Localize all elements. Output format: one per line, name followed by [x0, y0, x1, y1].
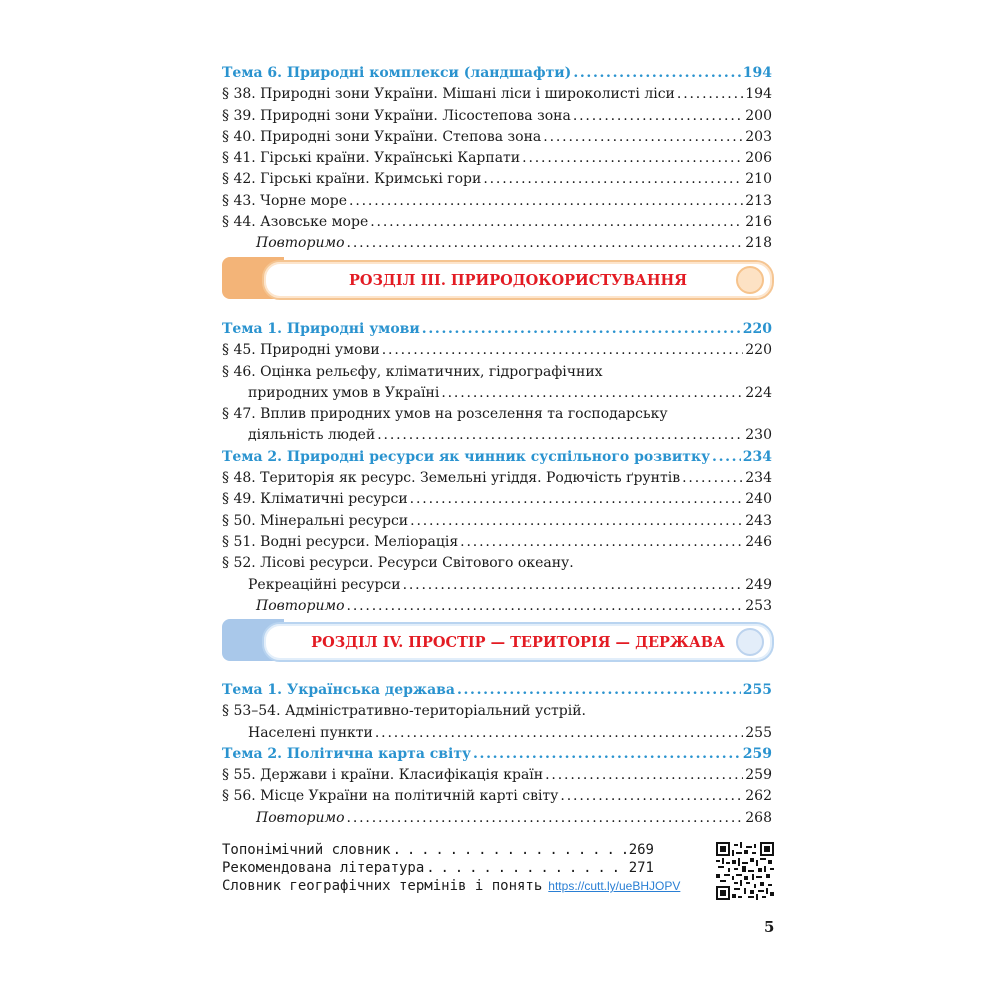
toc-block-section-4 [222, 680, 772, 829]
toc-entry-row [222, 127, 772, 148]
toc-entry-row [222, 489, 772, 510]
entry-page: 259 [742, 745, 772, 762]
entry-title: Тема 1. Природні умови [222, 321, 420, 337]
toc-entry-row [222, 383, 772, 404]
dot-leader [573, 106, 743, 127]
entry-title: § 51. Водні ресурси. Меліорація [222, 533, 459, 550]
dot-leader [347, 233, 744, 254]
dot-leader [393, 841, 627, 859]
toc-entry-row [222, 84, 772, 105]
section-banner-3 [222, 257, 774, 299]
entry-title: § 43. Чорне море [222, 192, 348, 209]
banner-end-circle [736, 266, 764, 294]
entry-page: 255 [745, 724, 772, 741]
entry-title: § 53–54. Адміністративно-територіальний устрій. [222, 703, 587, 720]
entry-title: Тема 2. Природні ресурси як чинник суспільного розвитку [222, 448, 711, 465]
dot-leader [410, 489, 744, 510]
dot-leader [441, 383, 743, 404]
qr-code [716, 842, 774, 900]
entry-page: 243 [745, 512, 772, 529]
toc-topic-row [222, 680, 772, 701]
entry-page: 220 [745, 342, 772, 359]
toc-entry-row [222, 765, 772, 786]
section-title: РОЗДІЛ III. ПРИРОДОКОРИСТУВАННЯ [348, 271, 688, 289]
dot-leader [460, 532, 743, 553]
toc-block-theme-6 [222, 63, 772, 255]
toc-entry-row [222, 468, 772, 489]
entry-page: 194 [745, 86, 772, 103]
entry-title: § 55. Держави і країни. Класифікація країн [222, 767, 544, 784]
dot-leader [473, 744, 741, 765]
entry-title: Повторимо [256, 809, 345, 826]
toc-entry-row [222, 191, 772, 212]
entry-title: § 39. Природні зони України. Лісостепова зона [222, 107, 571, 124]
banner-end-circle [736, 628, 764, 656]
dot-leader [712, 447, 741, 468]
dot-leader [410, 511, 743, 532]
dot-leader [573, 63, 740, 84]
toc-topic-row [222, 63, 772, 84]
glossary-entry [222, 877, 692, 895]
dot-leader [522, 148, 743, 169]
entry-title: Тема 1. Українська держава [222, 682, 455, 698]
entry-title: § 47. Вплив природних умов на розселення та господарську [222, 406, 668, 423]
dot-leader [422, 319, 741, 340]
appendix-list [222, 841, 692, 895]
dot-leader [682, 468, 743, 489]
entry-page: 224 [745, 384, 772, 401]
toc-entry-row [222, 340, 772, 361]
entry-title: § 44. Азовське море [222, 214, 369, 231]
entry-title: § 50. Мінеральні ресурси [222, 512, 409, 529]
entry-page: 269 [628, 842, 654, 858]
entry-page: 210 [745, 171, 772, 188]
entry-page: 240 [745, 491, 772, 508]
toc-entry-row [222, 701, 772, 722]
section-title: РОЗДІЛ IV. ПРОСТІР — ТЕРИТОРІЯ — ДЕРЖАВА [311, 633, 725, 651]
dot-leader [375, 723, 743, 744]
entry-title: Топонімічний словник [222, 842, 391, 858]
entry-page: 253 [745, 597, 772, 614]
dot-leader [347, 808, 744, 829]
toc-entry-row [222, 553, 772, 574]
entry-page: 234 [745, 470, 772, 487]
entry-title: § 52. Лісові ресурси. Ресурси Світового океану. [222, 555, 574, 572]
entry-title: § 40. Природні зони України. Степова зона [222, 128, 542, 145]
entry-title: Тема 2. Політична карта світу [222, 745, 471, 762]
entry-title: Рекомендована література [222, 860, 425, 876]
entry-title: Населені пункти [248, 724, 373, 741]
entry-page: 246 [745, 533, 772, 550]
dot-leader [545, 765, 743, 786]
dot-leader [560, 786, 743, 807]
dot-leader [382, 340, 744, 361]
dot-leader [543, 127, 743, 148]
toc-entry-row [222, 575, 772, 596]
dot-leader [377, 425, 743, 446]
entry-title: Тема 6. Природні комплекси (ландшафти) [222, 65, 572, 81]
toc-entry-row [222, 148, 772, 169]
dot-leader [426, 859, 626, 877]
dot-leader [483, 169, 743, 190]
dot-leader [370, 212, 743, 233]
entry-page: 206 [745, 150, 772, 167]
entry-title: Повторимо [256, 597, 345, 614]
toc-entry-row [222, 511, 772, 532]
entry-page: 268 [745, 809, 772, 826]
entry-page: 259 [745, 767, 772, 784]
entry-title: природних умов в Україні [248, 384, 440, 401]
entry-title: Повторимо [256, 235, 345, 252]
toc-entry-row [222, 212, 772, 233]
toc-topic-row [222, 744, 772, 765]
entry-page: 220 [742, 321, 772, 337]
toc-entry-row [222, 532, 772, 553]
entry-title: § 41. Гірські країни. Українські Карпати [222, 150, 521, 167]
entry-page: 218 [745, 235, 772, 252]
toc-entry-row [222, 106, 772, 127]
dot-leader [457, 680, 741, 701]
dot-leader [347, 596, 744, 617]
entry-page: 262 [745, 788, 772, 805]
entry-title: діяльність людей [248, 427, 376, 444]
banner-bar [262, 260, 774, 300]
entry-page: 203 [745, 128, 772, 145]
toc-entry-row [222, 169, 772, 190]
entry-page: 216 [745, 214, 772, 231]
entry-page: 255 [742, 682, 772, 698]
toc-block-section-3 [222, 319, 772, 617]
entry-title: Словник географічних термінів і понять [222, 878, 543, 894]
dot-leader [403, 575, 744, 596]
dot-leader [349, 191, 743, 212]
entry-title: § 49. Кліматичні ресурси [222, 491, 408, 508]
entry-title: § 46. Оцінка рельєфу, кліматичних, гідрографічних [222, 363, 603, 380]
entry-title: § 42. Гірські країни. Кримські гори [222, 171, 482, 188]
entry-page: 271 [628, 860, 654, 876]
toc-entry-row [222, 786, 772, 807]
toc-entry-row [222, 362, 772, 383]
literature-entry [222, 859, 654, 877]
toponym-dictionary-entry [222, 841, 654, 859]
entry-page: 234 [742, 448, 772, 465]
entry-page: 230 [745, 427, 772, 444]
banner-bar [262, 622, 774, 662]
toc-review-row [222, 233, 772, 254]
section-banner-4 [222, 619, 774, 661]
toc-entry-row [222, 425, 772, 446]
entry-title: § 38. Природні зони України. Мішані ліси і широколисті ліси [222, 86, 675, 103]
dot-leader [677, 84, 743, 105]
toc-entry-row [222, 404, 772, 425]
page-number: 5 [764, 918, 775, 936]
glossary-link[interactable]: https://cutt.ly/ueBHJOPV [548, 879, 681, 893]
toc-review-row [222, 808, 772, 829]
toc-topic-row [222, 447, 772, 468]
entry-page: 194 [742, 65, 772, 81]
entry-page: 200 [745, 107, 772, 124]
entry-page: 249 [745, 576, 772, 593]
toc-review-row [222, 596, 772, 617]
entry-title: § 45. Природні умови [222, 342, 380, 359]
entry-title: § 48. Територія як ресурс. Земельні угіддя. Родючість ґрунтів [222, 470, 681, 487]
toc-topic-row [222, 319, 772, 340]
entry-title: § 56. Місце України на політичній карті світу [222, 788, 559, 805]
entry-title: Рекреаційні ресурси [248, 576, 401, 593]
toc-entry-row [222, 723, 772, 744]
entry-page: 213 [745, 192, 772, 209]
